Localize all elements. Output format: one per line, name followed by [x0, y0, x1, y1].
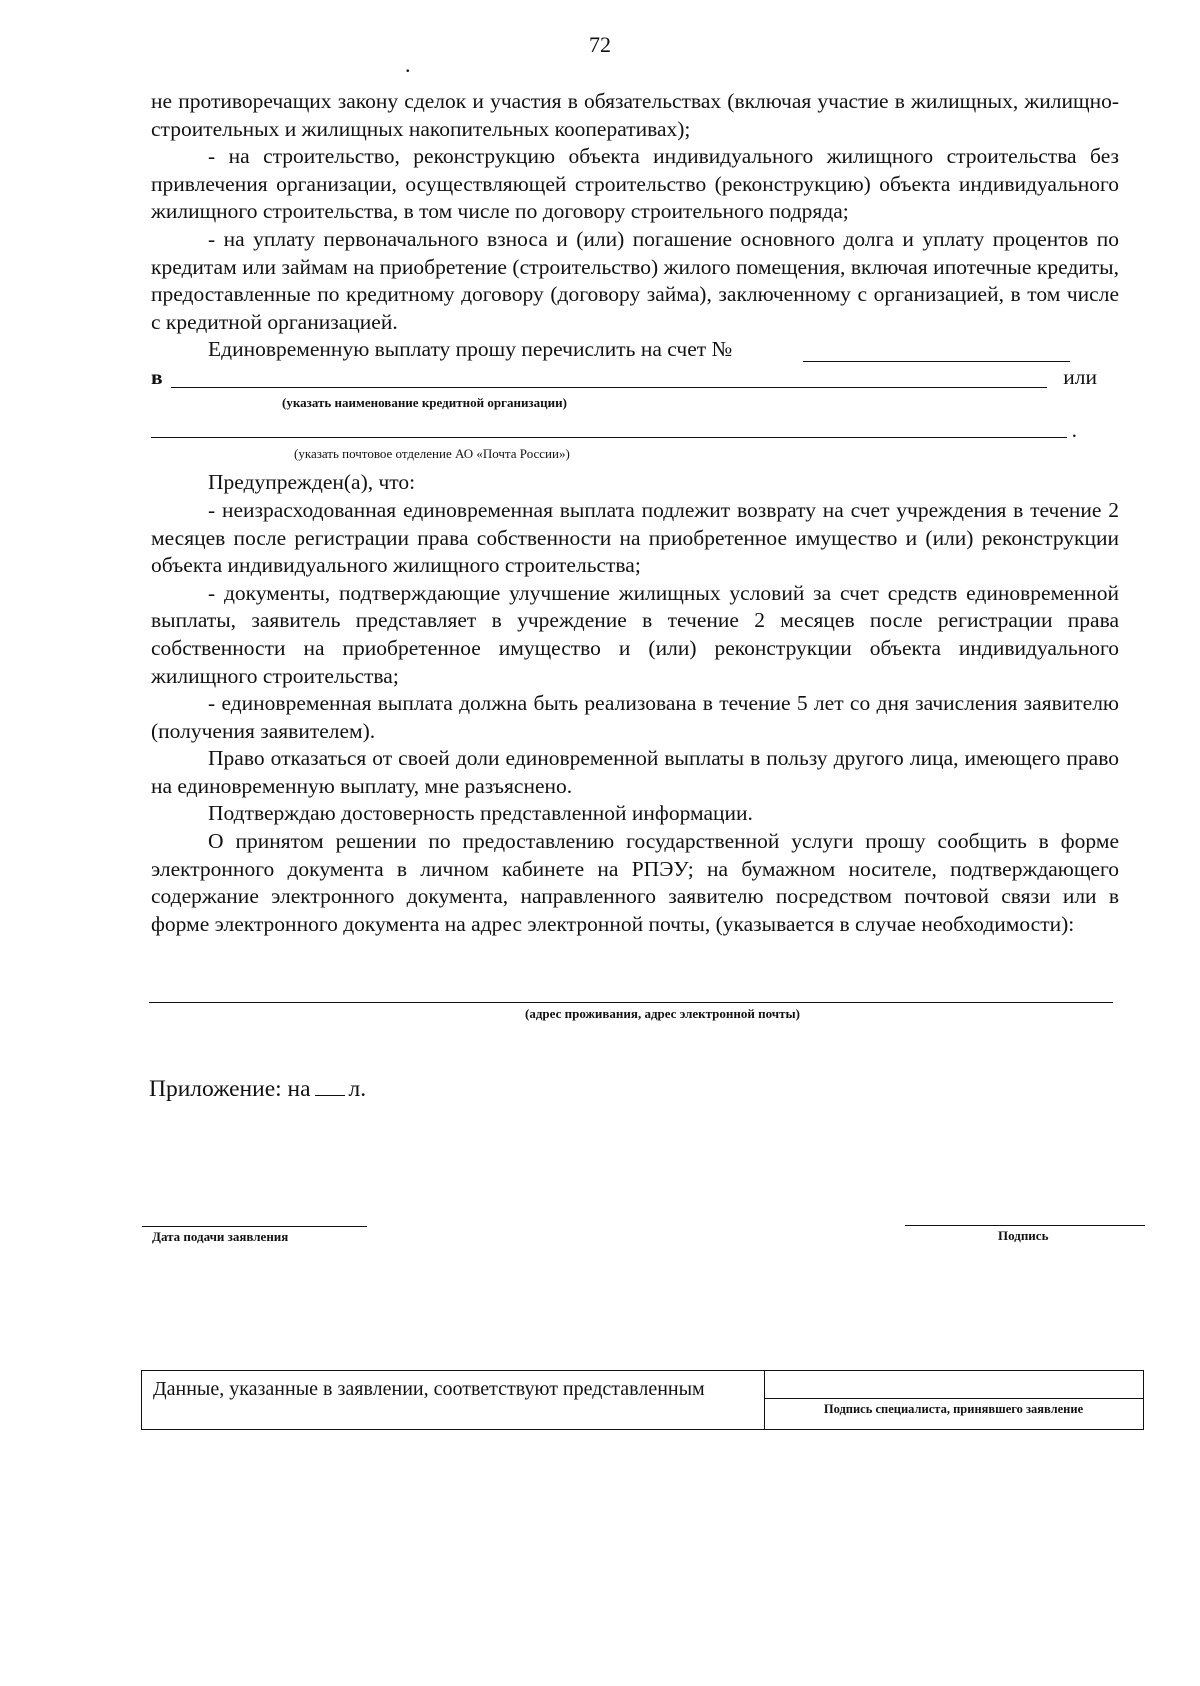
verification-text: Данные, указанные в заявлении, соответствуют представленным	[153, 1378, 705, 1400]
paragraph-mortgage: - на уплату первоначального взноса и (или) погашение основного долга и уплату процентов по кредитам или займам на приобретение (строительство) жилого помещения, включая ипотечные кредиты, предоставленные по кредитному договору (договору займа), заключенному с организацией, в том числе с кредитной организацией.	[151, 226, 1119, 334]
verification-box	[141, 1370, 1144, 1430]
bank-suffix: или	[1063, 365, 1097, 390]
bank-caption: (указать наименование кредитной организации)	[282, 395, 567, 411]
paragraph-cooperatives: не противоречащих закону сделок и участия в обязательствах (включая участие в жилищных, жилищно-строительных и жилищных накопительных кооперативах);	[151, 89, 1119, 141]
account-number-field[interactable]	[803, 361, 1070, 362]
signature-field[interactable]	[905, 1225, 1145, 1226]
page-number: 72	[589, 32, 611, 57]
post-office-row	[151, 418, 1119, 443]
refusal-paragraph: Право отказаться от своей доли единовременной выплаты в пользу другого лица, имеющего право на единовременную выплату, мне разъяснено.	[151, 746, 1119, 798]
scan-dot: .	[405, 52, 411, 77]
address-caption: (адрес проживания, адрес электронной почты)	[525, 1006, 800, 1021]
notify-paragraph: О принятом решении по предоставлению государственной услуги прошу сообщить в форме электронного документа в личном кабинете на РПЭУ; на бумажном носителе, подтверждающего содержание электронного документа, направленного заявителю посредством почтовой связи или в форме электронного документа на адрес электронной почты, (указывается в случае необходимости):	[151, 829, 1119, 936]
bank-caption-row	[151, 393, 1119, 427]
post-caption: (указать почтовое отделение АО «Почта России»)	[294, 446, 570, 462]
post-office-dot: .	[1071, 418, 1077, 443]
account-row	[151, 336, 1119, 364]
application-body	[151, 88, 1119, 938]
bank-row	[151, 364, 1119, 393]
address-field[interactable]	[149, 1002, 1113, 1003]
post-caption-row	[151, 443, 1119, 469]
paragraph-construction: - на строительство, реконструкцию объекта индивидуального жилищного строительства без привлечения организации, осуществляющей строительство (реконструкцию) объекта индивидуального жилищного строительства, в том числе по договору строительного подряда;	[151, 144, 1119, 224]
date-field[interactable]	[142, 1226, 367, 1227]
verification-divider	[764, 1371, 765, 1429]
bank-prefix: в	[151, 365, 163, 390]
signature-caption: Подпись	[998, 1228, 1049, 1243]
account-label: Единовременную выплату прошу перечислить на счет №	[208, 337, 733, 362]
appendix-label: Приложение: на	[149, 1076, 311, 1102]
warning-item: - документы, подтверждающие улучшение жилищных условий за счет средств единовременной выплаты, заявитель представляет в учреждение в течение 2 месяцев после регистрации права собственности на приобретенное имущество и (или) реконструкции объекта индивидуального жилищного строительства;	[151, 580, 1119, 688]
bank-name-field[interactable]	[171, 387, 1047, 388]
warning-title: Предупрежден(а), что:	[208, 470, 416, 495]
date-caption: Дата подачи заявления	[152, 1229, 289, 1244]
specialist-signature-field[interactable]	[764, 1398, 1143, 1399]
appendix-row	[149, 1075, 366, 1103]
appendix-unit: л.	[348, 1076, 367, 1102]
post-office-field[interactable]	[151, 437, 1067, 438]
appendix-pages-field[interactable]	[315, 1075, 345, 1096]
warning-item: - единовременная выплата должна быть реализована в течение 5 лет со дня зачисления заявителю (получения заявителем).	[151, 691, 1119, 743]
warning-item: - неизрасходованная единовременная выплата подлежит возврату на счет учреждения в течение 2 месяцев после регистрации права собственности на приобретенное имущество и (или) реконструкции объекта индивидуального жилищного строительства;	[151, 497, 1119, 578]
confirm-paragraph: Подтверждаю достоверность представленной информации.	[208, 801, 753, 826]
specialist-signature-caption: Подпись специалиста, принявшего заявление	[823, 1402, 1084, 1416]
